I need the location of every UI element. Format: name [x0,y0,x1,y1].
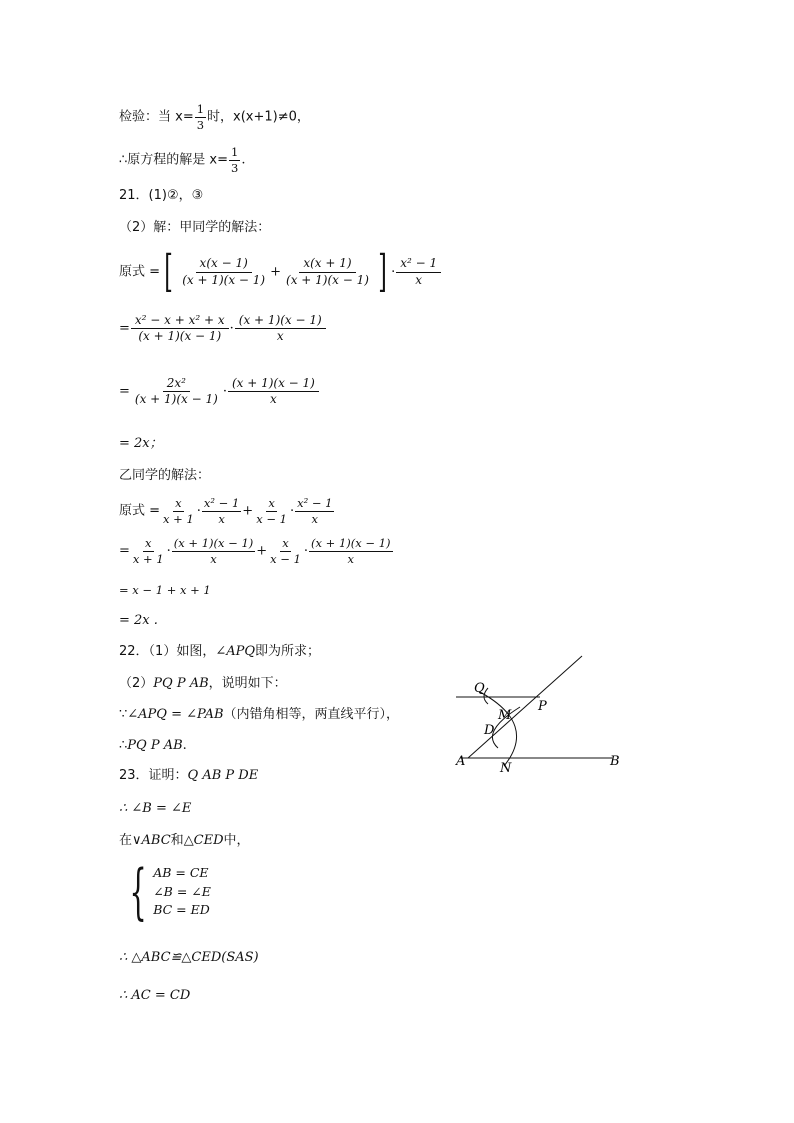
check-suffix: 时，x(x+1)≠0， [207,109,310,125]
q23-step2-d: △CED [183,833,224,848]
yi-fraction-d: $\frac{\text{x² − 1}}{x}$ [297,496,333,526]
q22-reason-a: ∵ [119,707,128,722]
q22-reason [119,708,399,721]
system-brace: { [129,857,147,927]
check-fraction: $\frac{1}{3}$ [196,102,205,132]
jia-line-2: = $\frac{\text{x² − x + x² + x}}{(x + 1)(x - 1)}$ · $\frac{(x + 1)(x - 1)}{x}$ [119,314,327,343]
yi-fraction-a: $\frac{x}{x + 1}$ [163,496,194,526]
yi-label: 原式 = [119,503,161,519]
yi-line-3: = x − 1 + x + 1 [119,583,211,597]
jia-fraction-1: $\frac{x(x - 1)}{(x + 1)(x - 1)}$ [182,256,266,287]
q22-reason-b: ∠APQ = ∠PAB [127,707,224,722]
q23-step2-b: ∨ABC [132,833,171,848]
jia-step2-fraction-2: $\frac{(x + 1)(x - 1)}{x}$ [235,314,326,343]
solution-prefix: ∴原方程的解是 x= [119,152,228,168]
q23-title-b: Q AB P DE [187,768,259,783]
system-eq-2: ∠B = ∠E [153,883,211,899]
q22-part1-c: 即为所求； [255,644,321,659]
q23-step1: ∴ ∠B = ∠E [119,801,192,816]
yi-plus: + [242,503,254,519]
yi-l2-fraction-b: $\frac{(x + 1)(x - 1)}{x}$ [173,536,254,566]
right-bracket: ] [378,246,387,297]
q22-concl-c: . [182,738,187,753]
check-prefix: 检验：当 x= [119,109,194,125]
q23-title [119,769,258,782]
q22-part2-c: ，说明如下： [208,676,287,691]
yi-title: 乙同学的解法： [119,468,211,483]
q23-step2-e: 中， [223,833,250,848]
q22-concl-b: PQ P AB [127,738,183,753]
q22-reason-c: （内错角相等，两直线平行）， [223,707,400,722]
yi-line-1: 原式 = $\frac{x}{x + 1}$ · $\frac{\text{x² − 1}}{x}$ + $\frac{x}{x - 1}$ · $\frac{\text{x² − 1}}{x}$ [119,496,333,526]
label-q: Q [474,681,485,696]
yi-l2-fraction-d: $\frac{(x + 1)(x - 1)}{x}$ [311,536,391,566]
label-b: B [610,754,620,769]
q22-figure [450,652,650,782]
q23-congruence: ∴ △ABC≌△CED(SAS) [119,950,259,965]
q22-conclusion [119,739,187,752]
jia-fraction-3: $\frac{\text{x² − 1}}{x}$ [396,257,441,286]
yi-line-2: = $\frac{x}{x + 1}$ · $\frac{(x + 1)(x - 1)}{x}$ + $\frac{x}{x - 1}$ · $\frac{(x + 1)(x - 1)}{x}$ [119,536,391,566]
q23-step2-a: 在 [119,833,133,848]
jia-line-1: 原式 =[ $\frac{x(x - 1)}{(x + 1)(x - 1)}$ + $\frac{x(x + 1)}{(x + 1)(x - 1)}$ ] · $\frac{\text{x² − 1}}{x}$ [119,250,442,294]
q22-part1 [119,645,320,658]
q21-part2: （2）解：甲同学的解法： [119,220,271,235]
q21-part1: 21．(1)②，③ [119,188,204,203]
label-a: A [456,754,466,769]
q22-part1-a: 22．（1）如图， [119,644,216,659]
yi-l2-fraction-c: $\frac{x}{x - 1}$ [270,536,301,566]
left-bracket: [ [164,246,173,297]
q23-system [119,857,211,927]
label-m: M [498,708,512,723]
q23-step2 [119,834,250,847]
q22-part2-a: （2） [119,676,154,691]
solution-fraction: $\frac{1}{3}$ [231,145,239,175]
jia-fraction-2: $\frac{x(x + 1)}{(x + 1)(x - 1)}$ [286,256,369,287]
yi-fraction-b: $\frac{\text{x² − 1}}{x}$ [203,496,240,526]
jia-step3-fraction-2: $\frac{(x + 1)(x - 1)}{x}$ [228,377,319,406]
q23-step2-c: 和 [170,833,184,848]
q23-final: ∴ AC = CD [119,988,191,1003]
label-d: D [484,723,495,738]
solution-line [119,146,245,174]
q22-part1-b: ∠APQ [215,644,256,659]
label-n: N [500,761,512,776]
system-eq-1: AB = CE [153,865,209,881]
yi-l2-fraction-a: $\frac{x}{x + 1}$ [132,536,164,566]
q22-part2 [119,677,287,690]
jia-step2-eq: = [119,321,130,337]
q22-part2-b: PQ P AB [153,676,209,691]
jia-plus: + [270,264,282,280]
q22-concl-a: ∴ [119,738,128,753]
yi-l2-eq: = [119,543,130,559]
jia-step3-fraction: $\frac{\text{2x²}}{(x + 1)(x - 1)}$ [134,376,218,407]
solution-suffix: . [241,152,246,168]
jia-step4: = 2x； [119,436,163,451]
jia-step2-fraction: $\frac{\text{x² − x + x² + x}}{(x + 1)(x - 1)}$ [131,314,229,343]
ray-ap [468,656,582,758]
jia-step3-eq: = [119,384,130,400]
system-eq-3: BC = ED [153,902,210,918]
label-p: P [538,699,547,714]
q23-title-a: 23．证明： [119,768,188,783]
yi-line-4: = 2x . [119,613,158,628]
yi-fraction-c: $\frac{x}{x - 1}$ [256,496,287,526]
jia-label: 原式 = [119,264,161,280]
jia-line-3: = $\frac{\text{2x²}}{(x + 1)(x - 1)}$ · $\frac{(x + 1)(x - 1)}{x}$ [119,377,320,406]
check-line [119,103,310,131]
system-equations [153,867,211,917]
